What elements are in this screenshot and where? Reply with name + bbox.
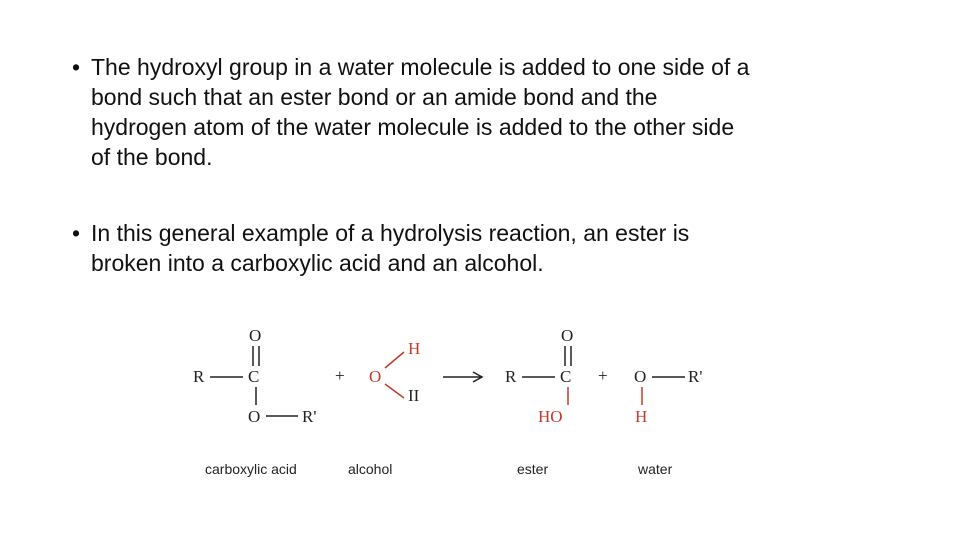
alcohol-hydrogen-bottom: II <box>408 386 420 405</box>
carbonyl-oxygen: O <box>561 326 574 345</box>
bullet-line: The hydroxyl group in a water molecule is added to one side of a <box>91 54 750 80</box>
ester-structure <box>505 326 573 426</box>
reaction-arrow <box>443 372 482 382</box>
carbon-atom: C <box>248 367 260 386</box>
water-structure <box>634 367 702 426</box>
plus-sign: + <box>335 366 345 385</box>
r-prime-group: R' <box>302 407 317 426</box>
caption-water: water <box>638 461 673 477</box>
carbonyl-oxygen: O <box>249 326 262 345</box>
caption-alcohol: alcohol <box>348 461 393 477</box>
water-hydrogen: H <box>635 407 648 426</box>
o-h-bond-top <box>385 352 404 368</box>
r-group: R <box>505 367 517 386</box>
bullet-line: bond such that an ester bond or an amide bond and the <box>91 84 658 110</box>
hydroxyl-group: HO <box>538 407 563 426</box>
bullet-line: of the bond. <box>91 144 213 170</box>
bullet-line: broken into a carboxylic acid and an alcohol. <box>91 250 544 276</box>
ester-oxygen: O <box>248 407 261 426</box>
carboxylic-acid-structure <box>193 326 316 426</box>
caption-carboxylic-acid: carboxylic acid <box>205 461 297 477</box>
r-prime-group: R' <box>688 367 703 386</box>
r-group: R <box>193 367 205 386</box>
caption-ester: ester <box>517 461 549 477</box>
alcohol-hydrogen-top: H <box>408 339 421 358</box>
bullet-marker: • <box>72 54 81 80</box>
o-h-bond-bottom <box>385 384 404 398</box>
bullet-line: In this general example of a hydrolysis reaction, an ester is <box>91 220 690 246</box>
alcohol-structure <box>369 339 420 405</box>
bullet-line: hydrogen atom of the water molecule is added to the other side <box>91 114 735 140</box>
carbon-atom: C <box>560 367 572 386</box>
alcohol-oxygen: O <box>369 367 382 386</box>
water-oxygen: O <box>634 367 647 386</box>
bullet-marker: • <box>72 220 81 246</box>
plus-sign: + <box>598 366 608 385</box>
